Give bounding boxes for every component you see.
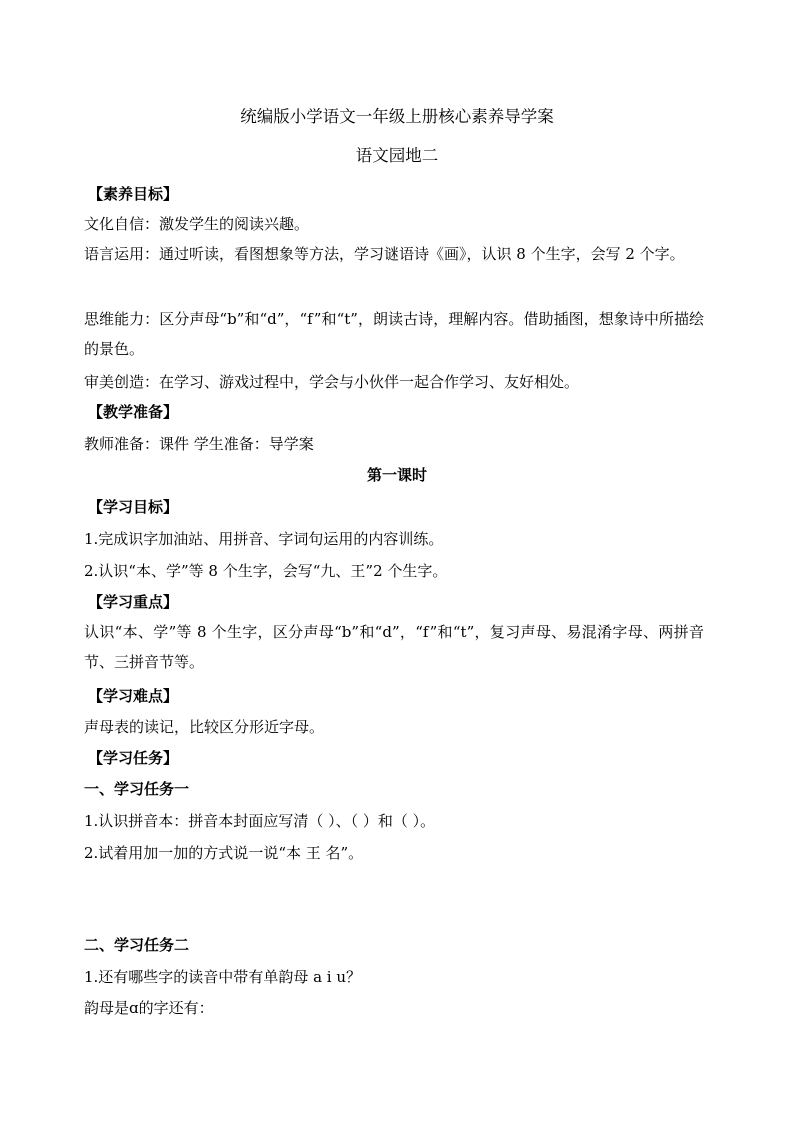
focus-heading: 【学习重点】 [88,593,179,611]
goal-thinking: 思维能力：区分声母“b”和“d”，“f”和“t”，朗读古诗，理解内容。借助插图，想象诗中所描绘的景色。 [84,310,704,358]
difficulty-text: 声母表的读记，比较区分形近字母。 [84,718,325,736]
lesson-subtitle: 语文园地二 [355,146,439,165]
goals-heading: 【素养目标】 [88,185,179,203]
document-title: 统编版小学语文一年级上册核心素养导学案 [240,107,554,126]
task1-question-1: 1.认识拼音本：拼音本封面应写清（ ）、（ ）和（ ）。 [84,812,436,830]
lesson-heading: 第一课时 [366,466,427,484]
tasks-heading: 【学习任务】 [88,749,179,767]
goal-language: 语言运用：通过听读，看图想象等方法，学习谜语诗《画》，认识 8 个生字，会写 2 个字。 [84,245,685,263]
objectives-heading: 【学习目标】 [88,498,179,516]
task2-a-line: 韵母是ɑ的字还有： [84,999,214,1017]
focus-text: 认识“本、学”等 8 个生字，区分声母“b”和“d”，“f”和“t”，复习声母、易混淆字母、两拼音节、三拼音节等。 [84,623,704,671]
goal-culture: 文化自信：激发学生的阅读兴趣。 [84,215,310,233]
prep-text: 教师准备：课件 学生准备：导学案 [84,435,314,453]
task1-question-2: 2.试着用加一加的方式说一说“本 王 名”。 [84,844,364,862]
objective-2: 2.认识“本、学”等 8 个生字，会写“九、王”2 个生字。 [84,562,448,580]
difficulty-heading: 【学习难点】 [88,687,179,705]
prep-heading: 【教学准备】 [88,403,179,421]
task1-heading: 一、学习任务一 [84,780,190,798]
goal-aesthetic: 审美创造：在学习、游戏过程中，学会与小伙伴一起合作学习、友好相处。 [84,373,580,391]
objective-1: 1.完成识字加油站、用拼音、字词句运用的内容训练。 [84,530,444,548]
task2-heading: 二、学习任务二 [84,936,190,954]
task2-question-1: 1.还有哪些字的读音中带有单韵母 a i u？ [84,968,362,986]
